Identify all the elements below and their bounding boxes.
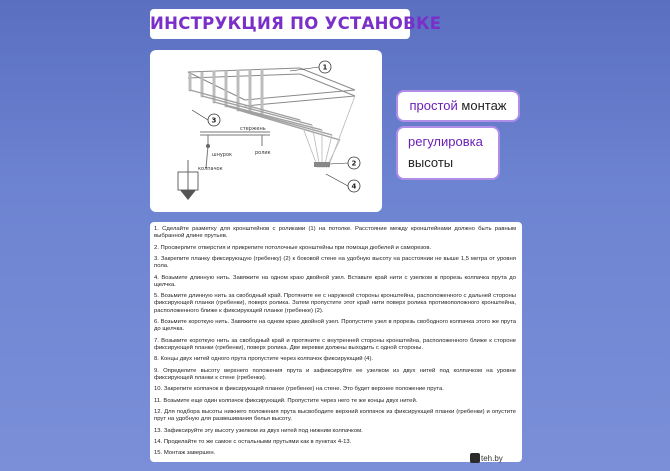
cap-label: колпачок xyxy=(198,166,223,172)
instructions-list xyxy=(150,222,522,462)
site-watermark xyxy=(470,452,503,466)
height-adjust-line2: высоты xyxy=(408,155,454,170)
installation-diagram xyxy=(150,50,382,212)
step-3: 3. Закрепите планку фиксирующую (гребенку) (2) к боковой стене на удобную высоту на расстоянии не выше 1,5 метра от уровня пола. xyxy=(154,255,516,270)
step-8: 8. Концы двух нитей одного прута пропустите через колпачок фиксирующий (4). xyxy=(154,356,374,363)
step-1: 1. Сделайте разметку для кронштейнов с роликами (1) на потолке. Расстояние между кронштейнами должно быть равным выбранной длине прутьев. xyxy=(154,226,516,240)
dryer-illustration xyxy=(150,50,382,212)
step-15: 15. Монтаж завершен. xyxy=(154,450,216,457)
callout-4: 4 xyxy=(351,182,357,191)
step-9: 9. Определите высоту верхнего положения прута и зафиксируйте ее узелком из двух нитей под колпачком на уровне фиксирующей планки к стене (гребенки). xyxy=(154,367,516,381)
hook-label: шнурок xyxy=(212,152,233,158)
height-adjust-line1: регулировка xyxy=(408,134,483,149)
step-5: 5. Возьмите длинную нить за свободный край. Протяните ее с наружной стороны кронштейна, расположенного с дальней стороны фиксирующей планки (гребенки), поверх ролика. Затем пропустите этот край нити поверх ролика противоположного кронштейна, расположенного ближе к фиксирующей планке (гребенке) (2). xyxy=(154,293,516,314)
step-6: 6. Возьмите короткую нить. Завяжите на одном краю двойной узел. Пропустите узел в прорезь свободного колпачка этого же прута до щелчка. xyxy=(154,318,516,333)
logo-icon xyxy=(470,453,480,463)
step-13: 13. Зафиксируйте эту высоту узелком из двух нитей под нижним колпачком. xyxy=(154,427,363,434)
page-title: ИНСТРУКЦИЯ ПО УСТАНОВКЕ xyxy=(150,9,410,39)
roller-label: ролик xyxy=(255,150,271,156)
step-10: 10. Закрепите колпачок в фиксирующей планке (гребенке) на стене. Это будет верхнее положение прута. xyxy=(154,386,444,393)
callout-1: 1 xyxy=(322,63,328,72)
step-14: 14. Проделайте то же самое с остальными прутьями как в пунктах 4-13. xyxy=(154,438,352,445)
step-7: 7. Возьмите короткую нить за свободный край и протяните с внутренней стороны кронштейна, расположенного ближе к стороне фиксирующей планки (гребенки), поверх ролика. Две веревки должны выходить с одной стороны. xyxy=(154,337,516,351)
easy-install-word1: простой xyxy=(409,98,458,113)
rod-label: стержень xyxy=(240,126,266,132)
feature-easy-install xyxy=(398,92,518,120)
feature-height-adjust xyxy=(398,128,498,178)
callout-3: 3 xyxy=(211,116,217,125)
step-2: 2. Просверлите отверстия и прикрепите потолочные кронштейны при помощи дюбелей и саморезов. xyxy=(154,244,432,251)
step-12: 12. Для подбора высоты нижнего положения прута высвободите верхний колпачок из фиксирующей планки (гребенки) и опустите прут на удобную для развешивания белья высоту. xyxy=(154,408,516,423)
callout-2: 2 xyxy=(351,159,357,168)
watermark-text: teh.by xyxy=(481,454,503,463)
step-4: 4. Возьмите длинную нить. Завяжите на одном краю двойной узел. Вставьте край нити с узелком в прорезь колпачка прута до щелчка. xyxy=(154,274,516,288)
step-11: 11. Возьмите еще один колпачок фиксирующий. Пропустите через него те же концы двух нитей. xyxy=(154,397,418,404)
easy-install-word2: монтаж xyxy=(461,98,507,113)
